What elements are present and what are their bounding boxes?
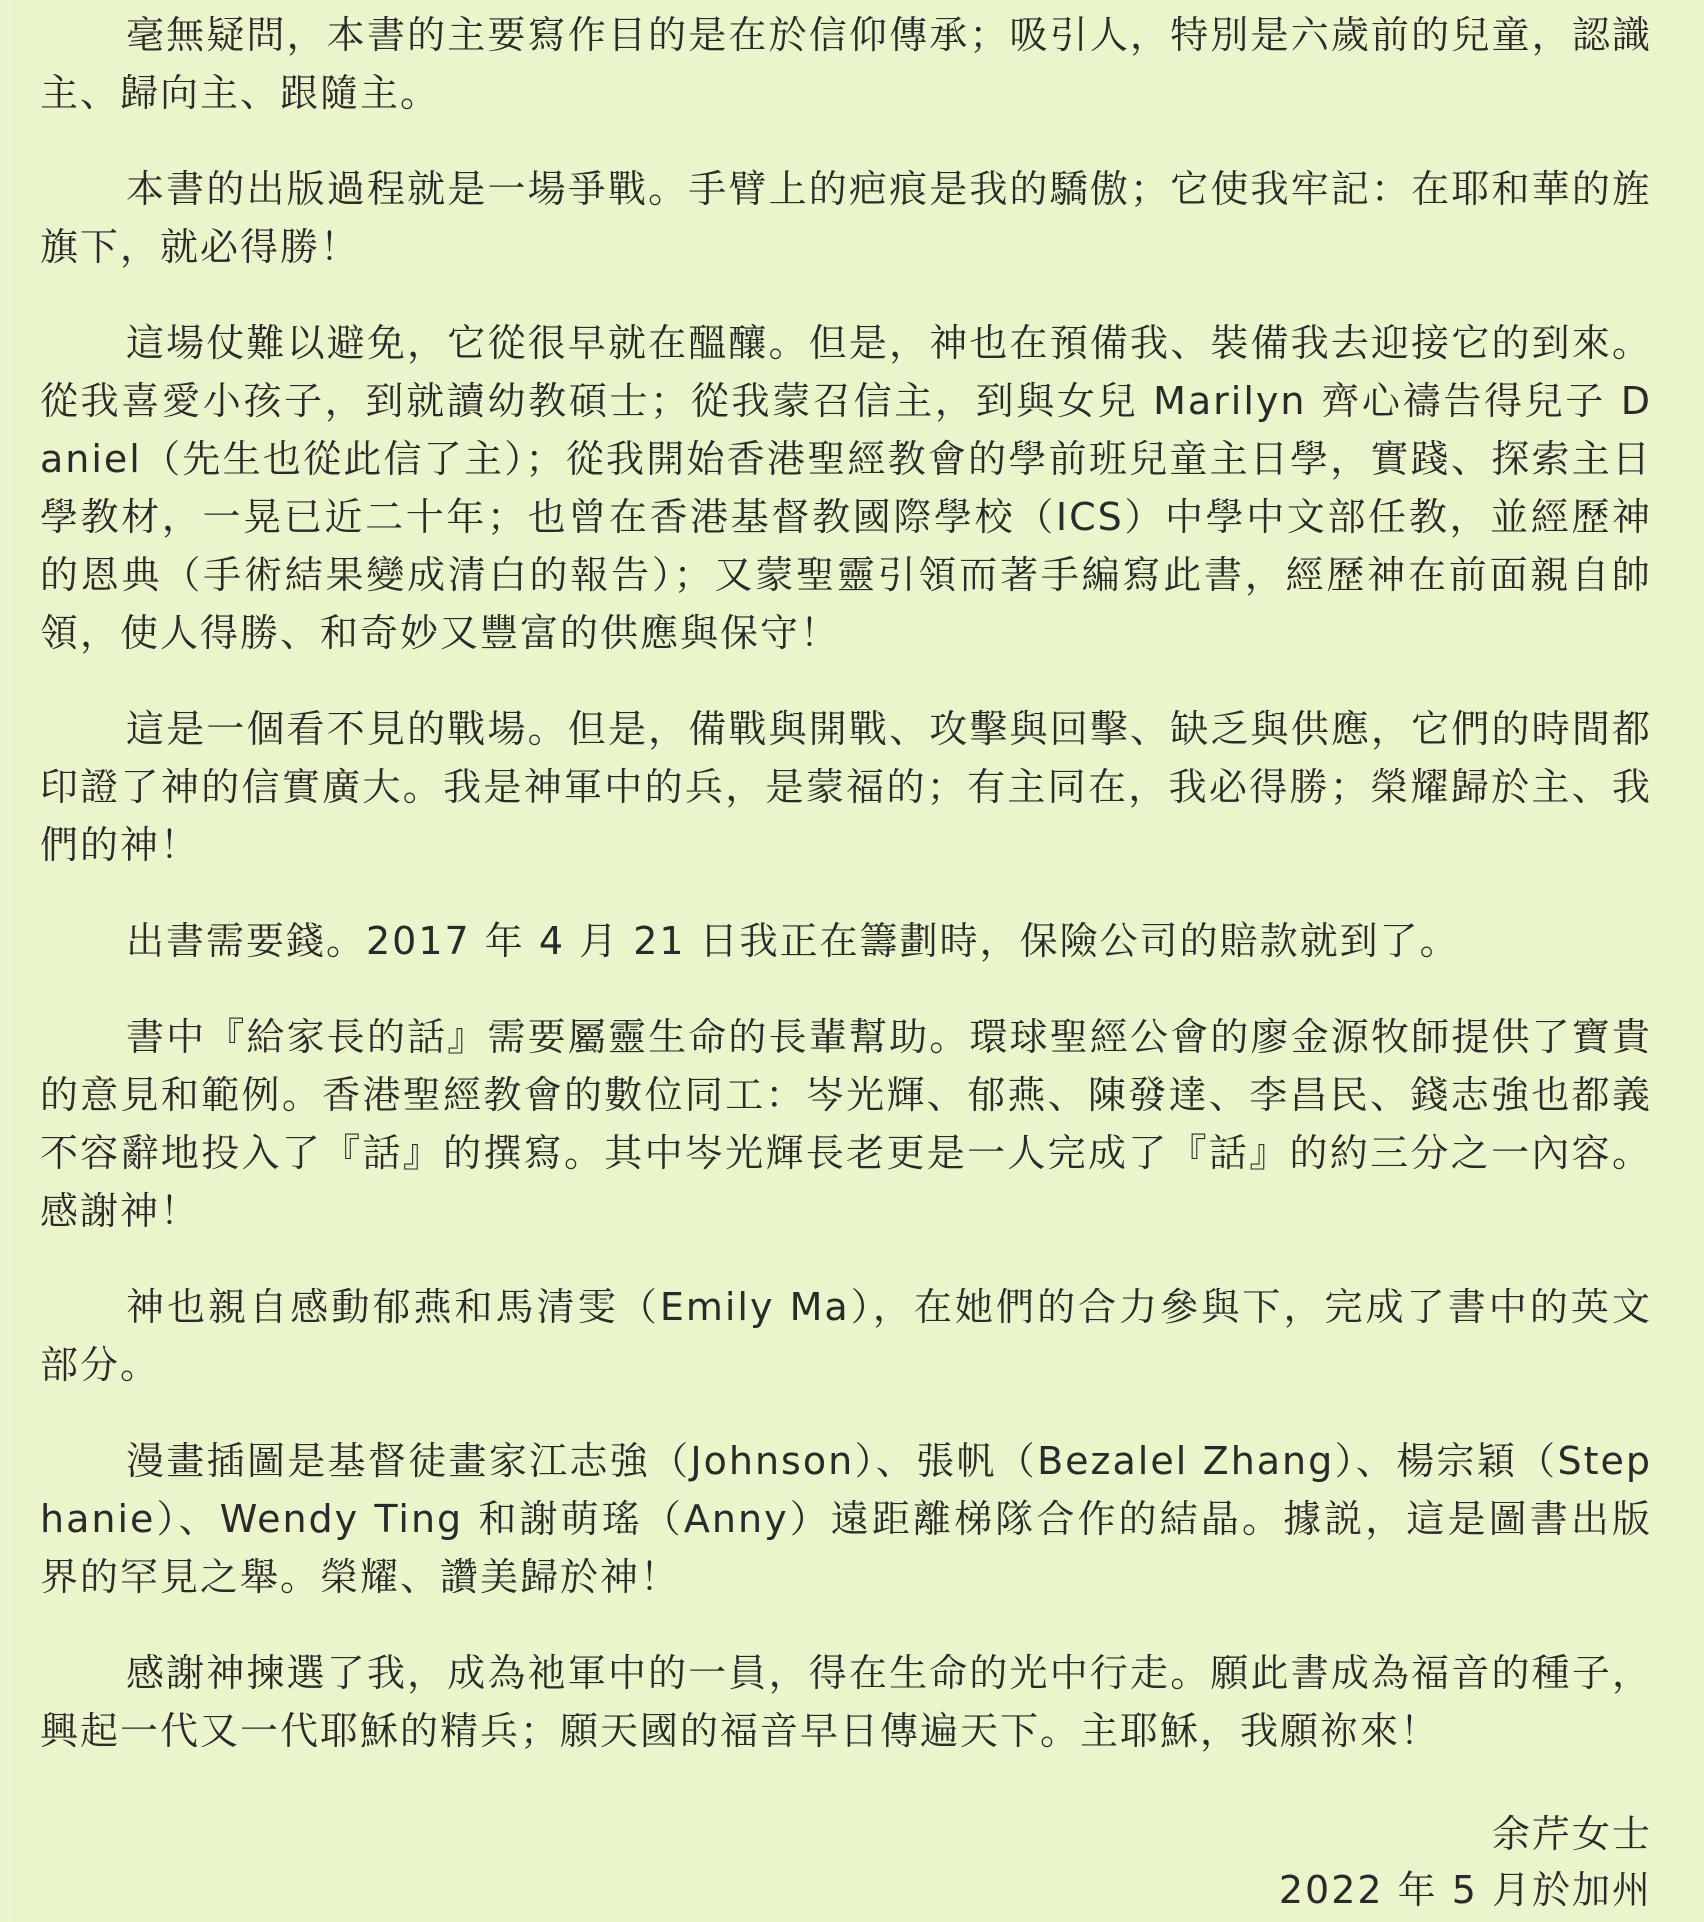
paragraph-english-section: 神也親自感動郁燕和馬清雯（Emily Ma），在她們的合力參與下，完成了書中的英文部分。 — [40, 1285, 1652, 1387]
preface-body — [40, 6, 1652, 1760]
signature-block — [1279, 1806, 1652, 1918]
author-name: 余芹女士 — [1491, 1812, 1652, 1856]
date-place: 2022 年 5 月於加州 — [1278, 1868, 1652, 1912]
paragraph-purpose: 毫無疑問，本書的主要寫作目的是在於信仰傳承；吸引人，特別是六歲前的兒童，認識主、歸向主、跟隨主。 — [40, 13, 1652, 115]
paragraph-funding: 出書需要錢。2017 年 4 月 21 日我正在籌劃時，保險公司的賠款就到了。 — [126, 919, 1460, 963]
paragraph-thanksgiving: 感謝神揀選了我，成為祂軍中的一員，得在生命的光中行走。願此書成為福音的種子，興起一代又一代耶穌的精兵；願天國的福音早日傳遍天下。主耶穌，我願祢來！ — [40, 1651, 1652, 1753]
paragraph-preparation: 這場仗難以避免，它從很早就在醞釀。但是，神也在預備我、裝備我去迎接它的到來。從我喜愛小孩子，到就讀幼教碩士；從我蒙召信主，到與女兒 Marilyn 齊心禱告得兒子 Daniel（先生也從此信了主）；從我開始香港聖經教會的學前班兒童主日學，實踐、探索主日學教材，一晃已近二十年；也曾在香港基督教國際學校（ICS）中學中文部任教，並經歷神的恩典（手術結果變成清白的報告）；又蒙聖靈引領而著手編寫此書，經歷神在前面親自帥領，使人得勝、和奇妙又豐富的供應與保守！ — [40, 321, 1652, 655]
paragraph-invisible-battlefield: 這是一個看不見的戰場。但是，備戰與開戰、攻擊與回擊、缺乏與供應，它們的時間都印證了神的信實廣大。我是神軍中的兵，是蒙福的；有主同在，我必得勝；榮耀歸於主、我們的神！ — [40, 707, 1652, 867]
paragraph-illustrations: 漫畫插圖是基督徒畫家江志強（Johnson）、張帆（Bezalel Zhang）、楊宗穎（Stephanie）、Wendy Ting 和謝萌瑤（Anny）遠距離梯隊合作的結晶。據説，這是圖書出版界的罕見之舉。榮耀、讚美歸於神！ — [40, 1439, 1652, 1599]
paragraph-parents-words: 書中『給家長的話』需要屬靈生命的長輩幫助。環球聖經公會的廖金源牧師提供了寶貴的意見和範例。香港聖經教會的數位同工：岑光輝、郁燕、陳發達、李昌民、錢志強也都義不容辭地投入了『話』的撰寫。其中岑光輝長老更是一人完成了『話』的約三分之一內容。感謝神！ — [40, 1015, 1652, 1233]
paragraph-battle: 本書的出版過程就是一場爭戰。手臂上的疤痕是我的驕傲；它使我牢記：在耶和華的旌旗下，就必得勝！ — [40, 167, 1652, 269]
